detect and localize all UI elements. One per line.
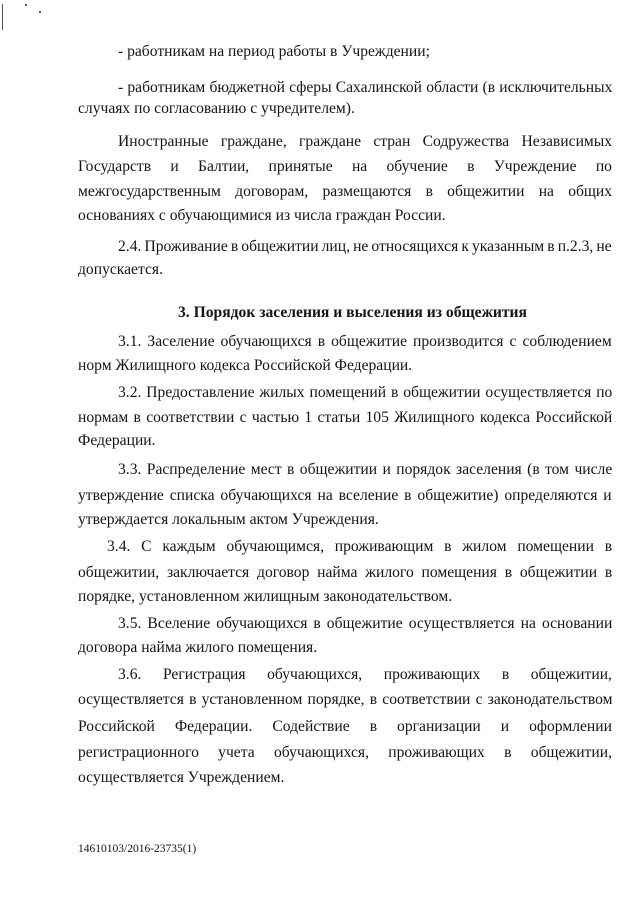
document-footer-id: 14610103/2016-23735(1) [78, 843, 197, 855]
word: Российской [78, 718, 155, 735]
text-line: договора найма жилого помещения. [78, 639, 318, 656]
word: в [501, 666, 510, 683]
scan-mark [2, 4, 3, 30]
text-line: 3.3. Распределение мест в общежитии и порядок заселения (в том числе [118, 461, 613, 478]
word: 3.6. [118, 666, 142, 683]
word: обучающихся, [273, 744, 369, 761]
word: и [500, 718, 510, 735]
word: Содействие [272, 718, 350, 735]
word: проживающих [383, 666, 481, 683]
text-line: Федерации. [78, 432, 156, 449]
text-line: осуществляется в установленном порядке, в соответствии с законодательством [78, 691, 613, 708]
text-line: Иностранные граждане, граждане стран Содружества Независимых [118, 133, 613, 150]
word: обучающихся, [267, 666, 363, 683]
text-line: межгосударственным договорам, размещаются в общежитии на общих [78, 183, 613, 200]
text-line: - работникам бюджетной сферы Сахалинской области (в исключительных [118, 79, 613, 96]
word: Федерации. [174, 718, 253, 735]
section-heading: 3. Порядок заселения и выселения из общежития [178, 304, 527, 321]
word: оформлении [529, 718, 612, 735]
text-line: 2.4. Проживание в общежитии лиц, не относящихся к указанным в п.2.3, не [118, 238, 612, 255]
text-line [118, 665, 612, 685]
text-line: - работникам на период работы в Учреждении; [118, 43, 430, 60]
word: организации [397, 718, 481, 735]
word: общежитии, [530, 744, 612, 761]
word: в [504, 744, 512, 761]
scan-speck [25, 4, 27, 6]
text-line: Государств и Балтии, принятые на обучение в Учреждение по [78, 158, 612, 175]
word: учета [218, 744, 255, 761]
text-line: 3.4. С каждым обучающимся, проживающим в жилом помещении в [107, 538, 613, 555]
text-line [78, 717, 612, 737]
text-line: осуществляется Учреждением. [78, 769, 285, 786]
text-line: утверждение списка обучающихся на вселение в общежитие) определяются и [78, 487, 612, 504]
word: общежитии, [530, 666, 612, 683]
text-line: основаниях с обучающимися из числа граждан России. [78, 207, 446, 224]
word: Регистрация [162, 666, 246, 683]
text-line: случаях по согласованию с учредителем). [78, 100, 355, 117]
word: в [369, 718, 378, 735]
scan-speck [39, 11, 41, 13]
text-line: 3.2. Предоставление жилых помещений в общежитии осуществляется по [118, 384, 613, 401]
text-line: норм Жилищного кодекса Российской Федерации. [78, 357, 413, 374]
text-line: порядке, установленном жилищным законодательством. [78, 588, 453, 605]
text-line: 3.1. Заселение обучающихся в общежитие производится с соблюдением [118, 333, 612, 350]
text-line: допускается. [78, 261, 163, 278]
text-line: утверждается локальным актом Учреждения. [78, 511, 379, 528]
word: проживающих [388, 744, 485, 761]
word: регистрационного [78, 744, 199, 761]
text-line: нормам в соответствии с частью 1 статьи 105 Жилищного кодекса Российской [78, 409, 613, 426]
text-line [78, 743, 612, 763]
text-line: общежитии, заключается договор найма жилого помещения в общежитии в [78, 564, 613, 581]
text-line: 3.5. Вселение обучающихся в общежитие осуществляется на основании [118, 615, 613, 632]
